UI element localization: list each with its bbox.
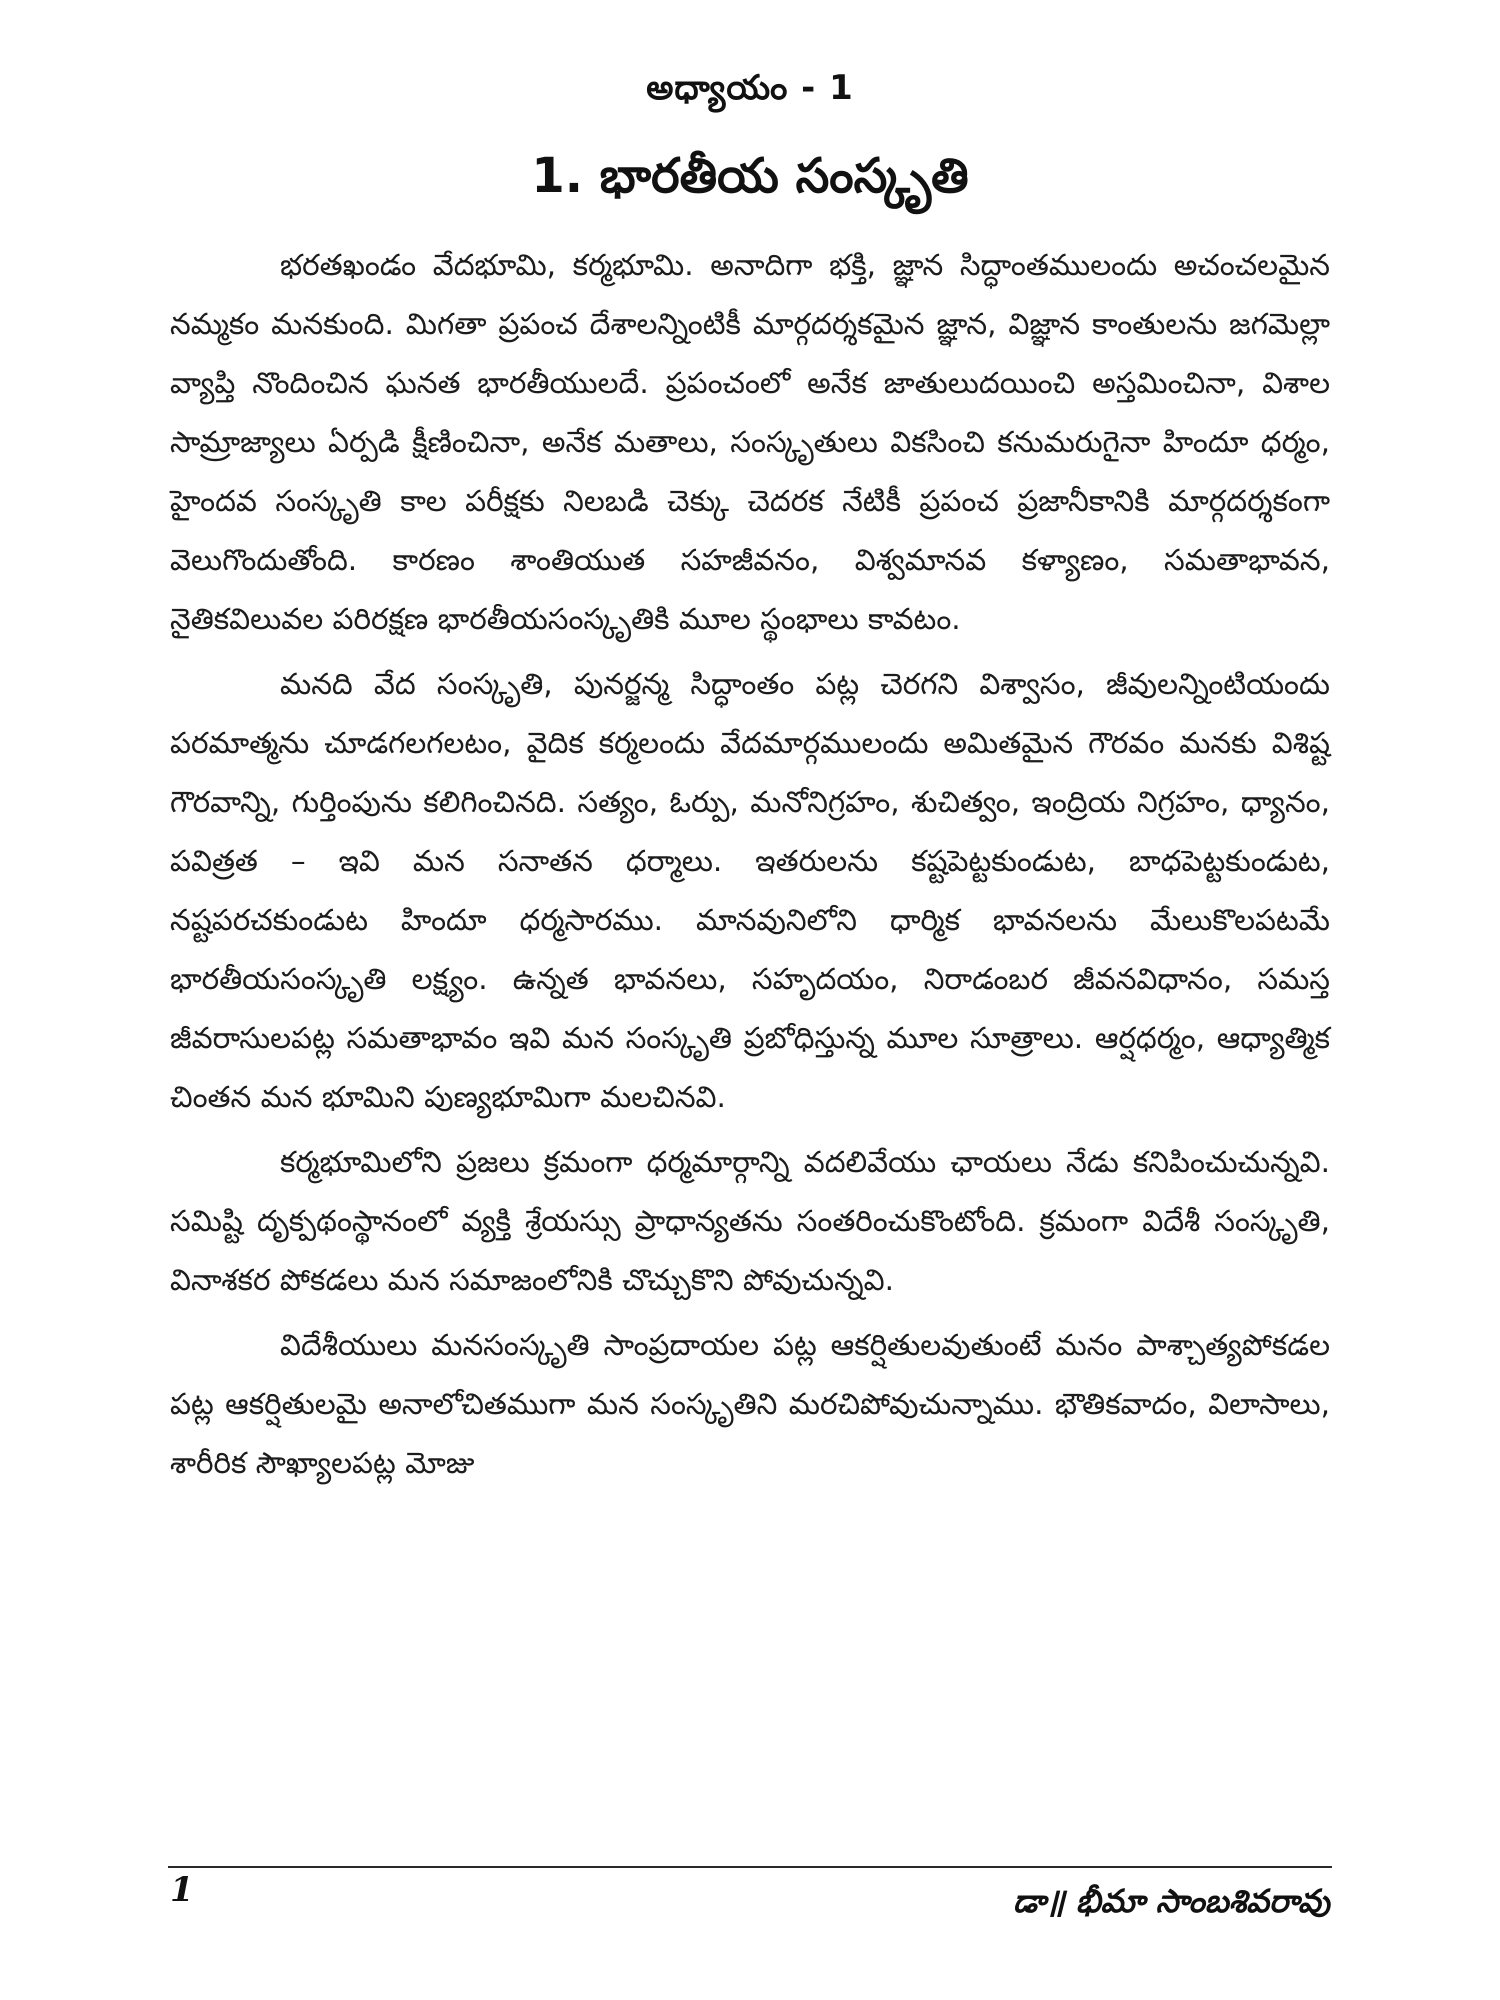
paragraph-4: విదేశీయులు మనసంస్కృతి సాంప్రదాయల పట్ల ఆకర్షితులవుతుంటే మనం పాశ్చాత్యపోకడల పట్ల ఆకర్షితులమై అనాలోచితముగా మన సంస్కృతిని మరచిపోవుచున్నాము. భౌతికవాదం, విలాసాలు, శారీరిక సౌఖ్యాలపట్ల మోజు	[170, 1328, 1330, 1480]
chapter-label: అధ్యాయం - 1	[646, 68, 854, 108]
footer-divider	[168, 1866, 1332, 1868]
paragraph-3: కర్మభూమిలోని ప్రజలు క్రమంగా ధర్మమార్గాన్ని వదలివేయు ఛాయలు నేడు కనిపించుచున్నవి. సమిష్టి దృక్పథంస్థానంలో వ్యక్తి శ్రేయస్సు ప్రాధాన్యతను సంతరించుకొంటోంది. క్రమంగా విదేశీ సంస్కృతి, వినాశకర పోకడలు మన సమాజంలోనికి చొచ్చుకొని పోవుచున్నవి.	[170, 1145, 1330, 1297]
page-number: 1	[170, 1870, 194, 1910]
paragraph-2: మనది వేద సంస్కృతి, పునర్జన్మ సిద్ధాంతం పట్ల చెరగని విశ్వాసం, జీవులన్నింటియందు పరమాత్మను చూడగలగలటం, వైదిక కర్మలందు వేదమార్గములందు అమితమైన గౌరవం మనకు విశిష్ట గౌరవాన్ని, గుర్తింపును కలిగించినది. సత్యం, ఓర్పు, మనోనిగ్రహం, శుచిత్వం, ఇంద్రియ నిగ్రహం, ధ్యానం, పవిత్రత – ఇవి మన సనాతన ధర్మాలు. ఇతరులను కష్టపెట్టకుండుట, బాధపెట్టకుండుట, నష్టపరచకుండుట హిందూ ధర్మసారము. మానవునిలోని ధార్మిక భావనలను మేలుకొలపటమే భారతీయసంస్కృతి లక్ష్యం. ఉన్నత భావనలు, సహృదయం, నిరాడంబర జీవనవిధానం, సమస్త జీవరాసులపట్ల సమతాభావం ఇవి మన సంస్కృతి ప్రబోధిస్తున్న మూల సూత్రాలు. ఆర్షధర్మం, ఆధ్యాత్మిక చింతన మన భూమిని పుణ్యభూమిగా మలచినవి.	[170, 667, 1330, 1114]
body-text	[170, 236, 1330, 1493]
chapter-title: 1. భారతీయ సంస్కృతి	[531, 148, 969, 204]
paragraph-1: భరతఖండం వేదభూమి, కర్మభూమి. అనాదిగా భక్తి, జ్ఞాన సిద్ధాంతములందు అచంచలమైన నమ్మకం మనకుంది. మిగతా ప్రపంచ దేశాలన్నింటికీ మార్గదర్శకమైన జ్ఞాన, విజ్ఞాన కాంతులను జగమెల్లా వ్యాప్తి నొందించిన ఘనత భారతీయులదే. ప్రపంచంలో అనేక జాతులుదయించి అస్తమించినా, విశాల సామ్రాజ్యాలు ఏర్పడి క్షీణించినా, అనేక మతాలు, సంస్కృతులు వికసించి కనుమరుగైనా హిందూ ధర్మం, హైందవ సంస్కృతి కాల పరీక్షకు నిలబడి చెక్కు చెదరక నేటికీ ప్రపంచ ప్రజానీకానికి మార్గదర్శకంగా వెలుగొందుతోంది. కారణం శాంతియుత సహజీవనం, విశ్వమానవ కళ్యాణం, సమతాభావన, నైతికవిలువల పరిరక్షణ భారతీయసంస్కృతికి మూల స్థంభాలు కావటం.	[170, 248, 1330, 636]
author-name: డా॥ భీమా సాంబశివరావు	[1012, 1882, 1330, 1920]
